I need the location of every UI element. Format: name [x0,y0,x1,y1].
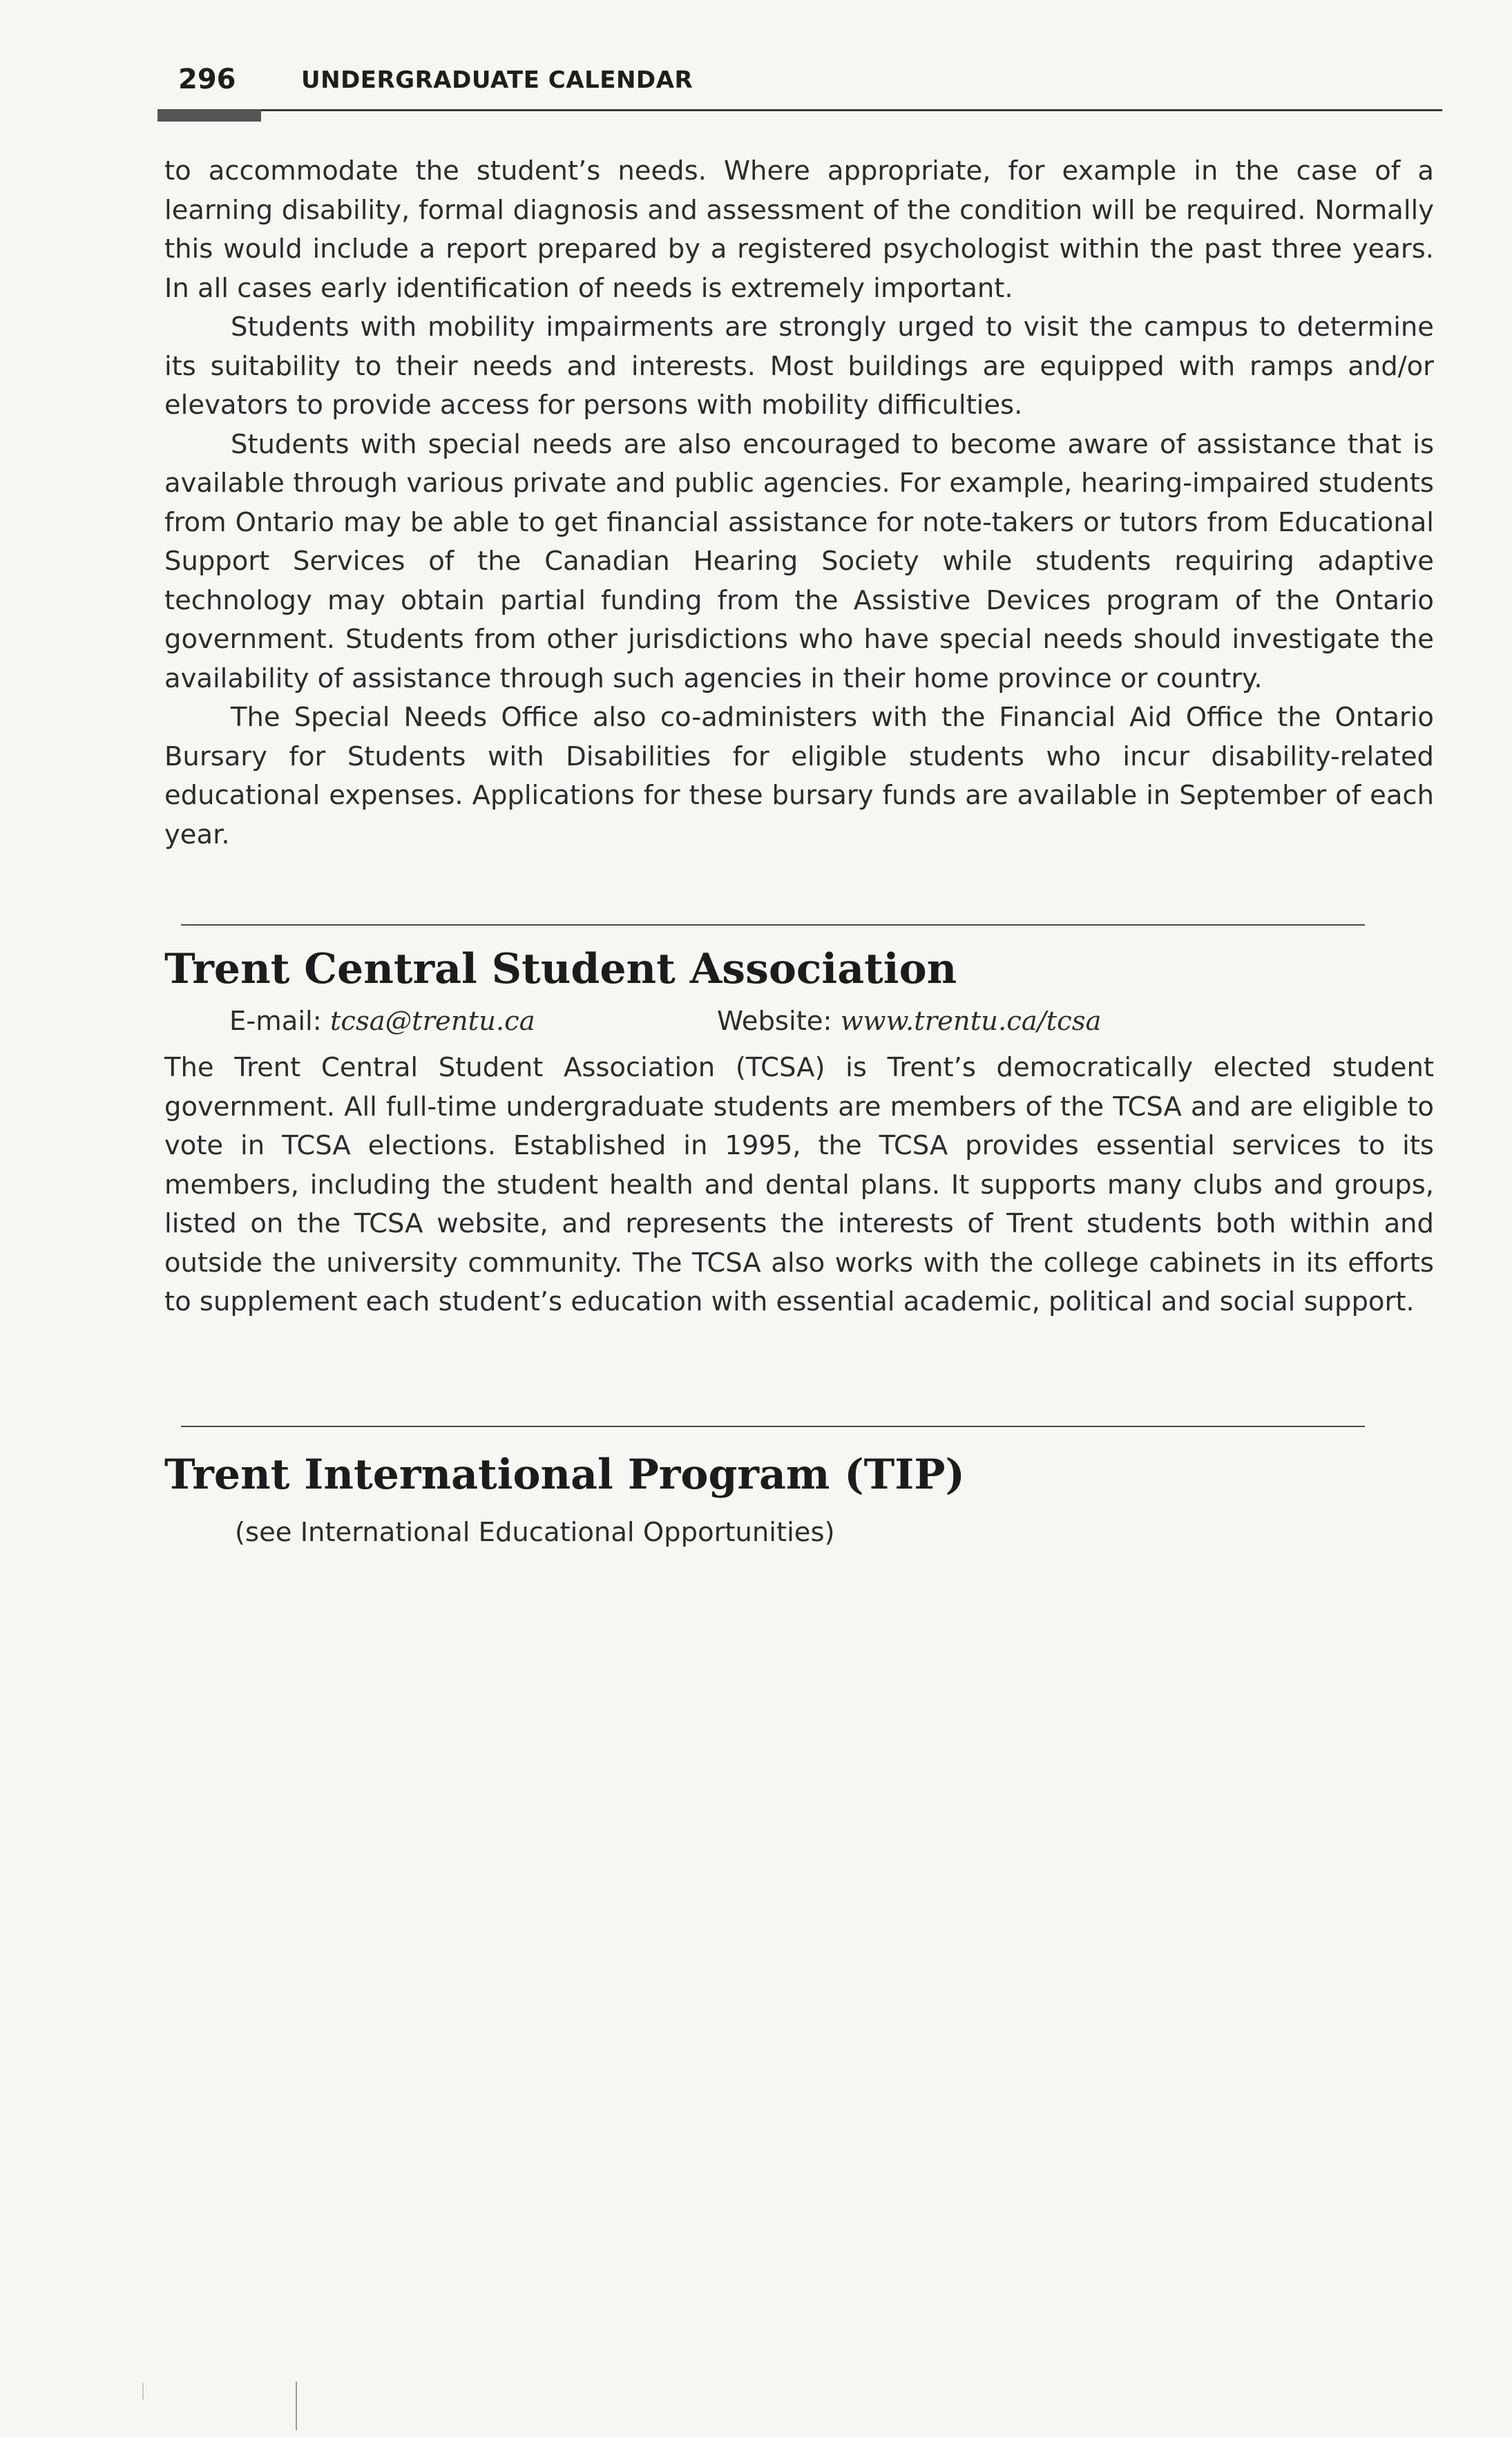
paragraph: to accommodate the student’s needs. Where appropriate, for example in the case of a learning disability, formal diagnosis and assessment of the condition will be required. Normally this would include a report prepared by a registered psychologist within the past three years. In all cases early identification of needs is extremely important. [164,155,1434,304]
website-label: Website: [717,1006,832,1037]
paragraph: The Trent Central Student Association (TCSA) is Trent’s democratically elected student government. All full-time undergraduate students are members of the TCSA and are eligible to vote in TCSA elections. Established in 1995, the TCSA provides essential services to its members, including the student health and dental plans. It supports many clubs and groups, listed on the TCSA website, and represents the interests of Trent students both within and outside the university community. The TCSA also works with the college cabinets in its efforts to supplement each student’s education with essential academic, political and social support. [164,1052,1434,1317]
tcsa-email-line [229,1006,535,1037]
section-divider [181,1426,1365,1427]
paragraph: The Special Needs Office also co-administers with the Financial Aid Office the Ontario Bursary for Students with Disabilities for eligible students who incur disability-related educational expenses. Applications for these bursary funds are available in September of each year. [164,702,1434,850]
paragraph: Students with special needs are also encouraged to become aware of assistance that is available through various private and public agencies. For example, hearing-impaired students from Ontario may be able to get financial assistance for note-takers or tutors from Educational Support Services of the Canadian Hearing Society while students requiring adaptive technology may obtain partial funding from the Assistive Devices program of the Ontario government. Students from other jurisdictions who have special needs should investigate the availability of assistance through such agencies in their home province or country. [164,428,1434,694]
tcsa-heading: Trent Central Student Association [164,945,957,993]
continued-section [164,152,1434,854]
header-rule-accent [157,109,261,122]
scan-artifact [142,2383,144,2400]
page-number: 296 [178,64,236,95]
tcsa-email-link[interactable]: tcsa@trentu.ca [329,1006,535,1037]
tcsa-website-line [717,1006,1101,1037]
page-header [178,64,1463,105]
running-head: UNDERGRADUATE CALENDAR [301,66,693,94]
scan-artifact [296,2382,297,2430]
email-label: E-mail: [229,1006,322,1037]
paragraph: Students with mobility impairments are strongly urged to visit the campus to determine its suitability to their needs and interests. Most buildings are equipped with ramps and/or elevators to provide access for persons with mobility difficulties. [164,312,1434,421]
tcsa-website-link[interactable]: www.trentu.ca/tcsa [840,1006,1102,1037]
tip-heading: Trent International Program (TIP) [164,1451,965,1499]
tip-see-reference: (see International Educational Opportunities) [235,1517,835,1548]
tcsa-body [164,1049,1434,1322]
header-rule [157,109,1442,111]
section-divider [181,924,1365,926]
